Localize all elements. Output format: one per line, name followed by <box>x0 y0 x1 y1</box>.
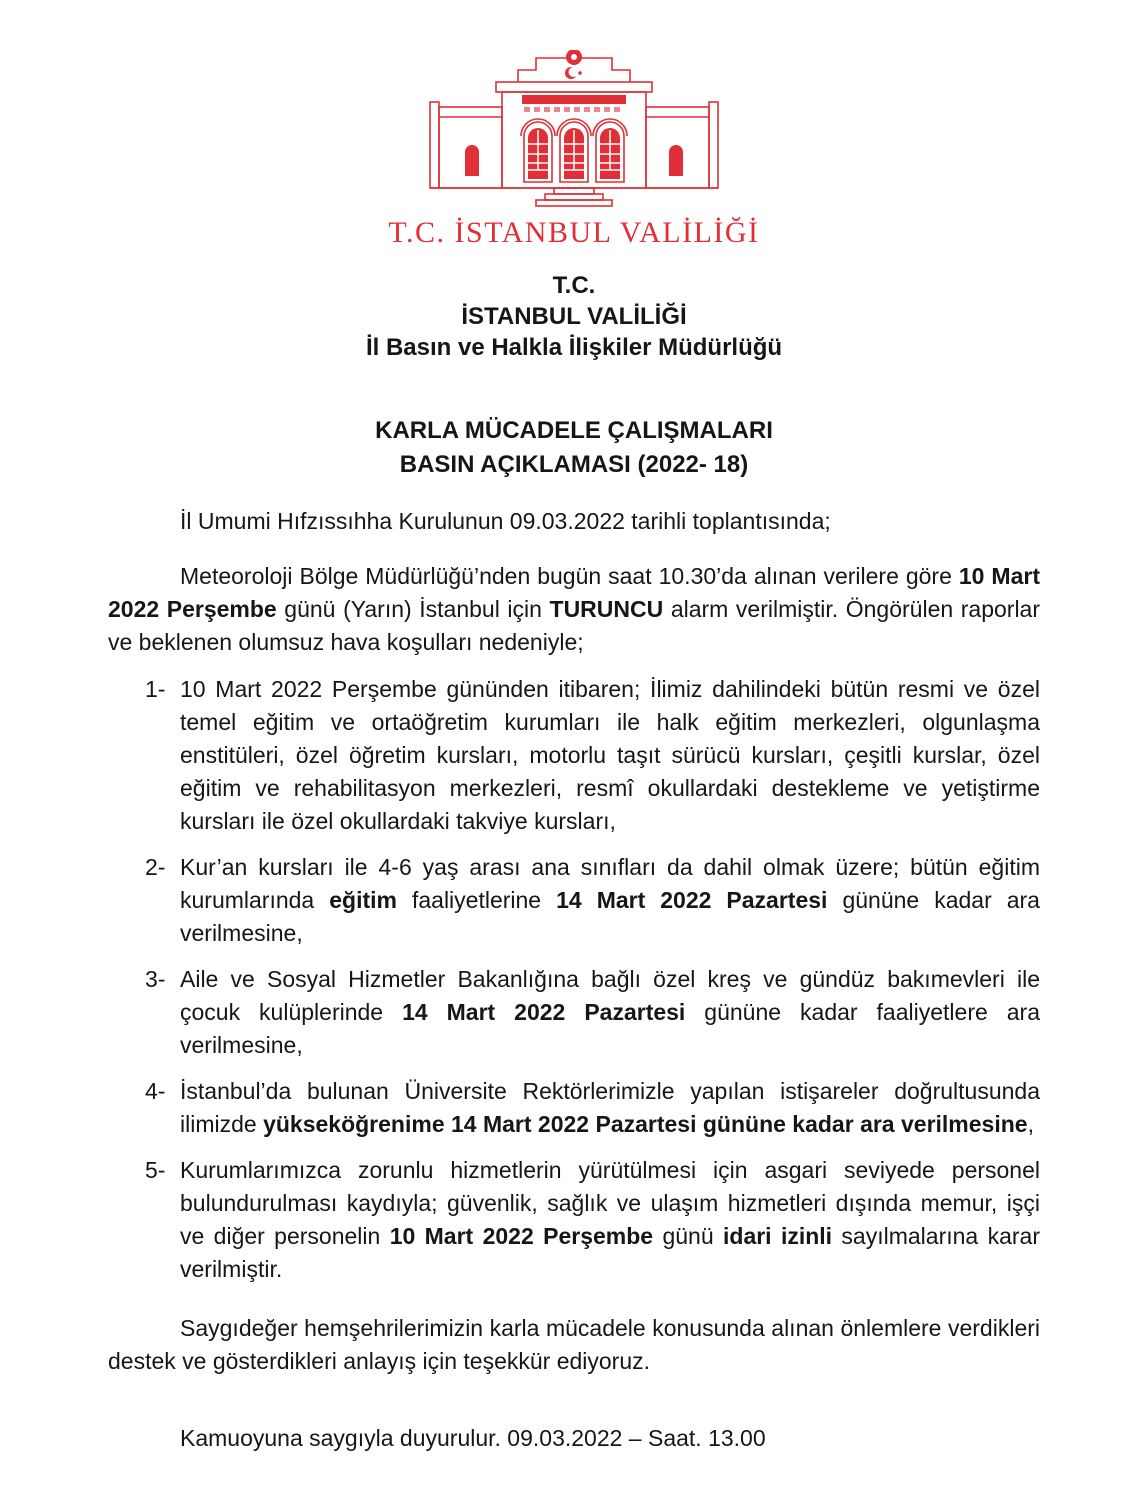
list-item-4-text: İstanbul’da bulunan Üniversite Rektörlerimizle yapılan istişareler doğrultusunda ilimizde yükseköğrenime 14 Mart 2022 Pazartesi gününe kadar ara verilmesine, <box>180 1078 1040 1137</box>
list-item-1-text: 10 Mart 2022 Perşembe gününden itibaren; İlimiz dahilindeki bütün resmi ve özel temel eğitim ve ortaöğretim kurumları ile halk eğitim merkezleri, olgunlaşma enstitüleri, özel öğretim kursları, motorlu taşıt sürücü kursları, çeşitli kurslar, özel eğitim ve rehabilitasyon merkezleri, resmî okullardaki destekleme ve yetiştirme kursları ile özel okullardaki takviye kursları, <box>180 676 1040 834</box>
list-item-4 <box>108 1075 1040 1141</box>
list-item-3 <box>108 963 1040 1062</box>
paragraph-footer: Kamuoyuna saygıyla duyurulur. 09.03.2022 – Saat. 13.00 <box>180 1425 766 1451</box>
list-item-1-number: 1- <box>145 676 166 702</box>
title-line-2: BASIN AÇIKLAMASI (2022- 18) <box>399 451 749 478</box>
letterhead-logo <box>108 50 1040 250</box>
decision-list <box>108 673 1040 1286</box>
document-title <box>108 414 1040 482</box>
paragraph-closing: Saygıdeğer hemşehrilerimizin karla mücadele konusunda alınan önlemlere verdikleri destek ve gösterdikleri anlayış için teşekkür ediyoruz. <box>108 1315 1040 1374</box>
list-item-5-number: 5- <box>145 1157 166 1183</box>
paragraph-meteorology: Meteoroloji Bölge Müdürlüğü’nden bugün saat 10.30’da alınan verilere göre 10 Mart 2022 Perşembe günü (Yarın) İstanbul için TURUNCU alarm verilmiştir. Öngörülen raporlar ve beklenen olumsuz hava koşulları nedeniyle; <box>108 563 1040 655</box>
list-item-2 <box>108 851 1040 950</box>
letterhead-line-tc: T.C. <box>552 272 596 299</box>
list-item-1 <box>108 673 1040 838</box>
list-item-5 <box>108 1154 1040 1286</box>
letterhead-block <box>108 270 1040 363</box>
list-item-4-number: 4- <box>145 1078 166 1104</box>
paragraph-intro: İl Umumi Hıfzıssıhha Kurulunun 09.03.2022 tarihli toplantısında; <box>180 508 831 534</box>
title-line-1: KARLA MÜCADELE ÇALIŞMALARI <box>375 417 773 444</box>
list-item-3-number: 3- <box>145 966 166 992</box>
governorship-building-icon <box>424 50 724 214</box>
list-item-5-text: Kurumlarımızca zorunlu hizmetlerin yürütülmesi için asgari seviyede personel bulundurulması kaydıyla; güvenlik, sağlık ve ulaşım hizmetleri dışında memur, işçi ve diğer personelin 10 Mart 2022 Perşembe günü idari izinli sayılmalarına karar verilmiştir. <box>180 1157 1040 1282</box>
list-item-2-text: Kur’an kursları ile 4-6 yaş arası ana sınıfları da dahil olmak üzere; bütün eğitim kurumlarında eğitim faaliyetlerine 14 Mart 2022 Pazartesi gününe kadar ara verilmesine, <box>180 854 1040 946</box>
letterhead-line-governorship: İSTANBUL VALİLİĞİ <box>461 303 687 330</box>
list-item-2-number: 2- <box>145 854 166 880</box>
logo-caption: T.C. İSTANBUL VALİLİĞİ <box>388 216 760 249</box>
document-body <box>108 505 1040 1455</box>
list-item-3-text: Aile ve Sosyal Hizmetler Bakanlığına bağlı özel kreş ve gündüz bakımevleri ile çocuk kulüplerinde 14 Mart 2022 Pazartesi gününe kadar faaliyetlere ara verilmesine, <box>180 966 1040 1058</box>
letterhead-line-directorate: İl Basın ve Halkla İlişkiler Müdürlüğü <box>365 334 783 361</box>
